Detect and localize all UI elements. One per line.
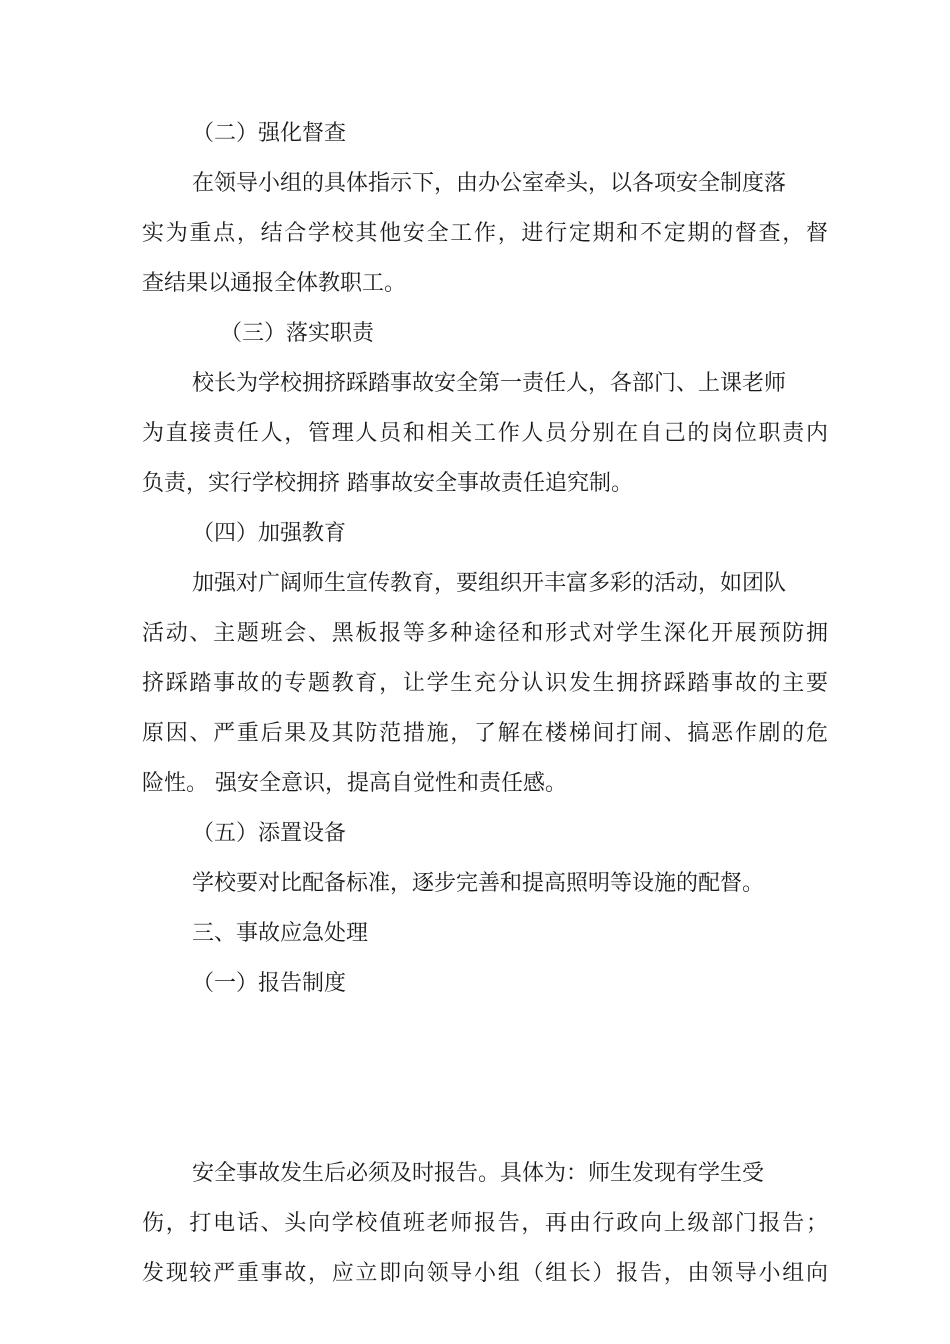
- paragraph-line: 在领导小组的具体指示下，由办公室牵头，以各项安全制度落: [192, 171, 787, 196]
- subheading-strengthen-education: （四）加强教育: [192, 521, 347, 546]
- paragraph-line: 加强对广阔师生宣传教育，要组织开丰富多彩的活动，如团队: [192, 571, 787, 596]
- subheading-implement-duties: （三）落实职责: [220, 321, 375, 346]
- paragraph-line: 发现较严重事故，应立即向领导小组（组长）报告，由领导小组向: [142, 1261, 828, 1286]
- paragraph-line: 为直接责任人，管理人员和相关工作人员分别在自己的岗位职责内: [142, 421, 828, 446]
- paragraph-line: 险性。 强安全意识，提高自觉性和责任感。: [142, 771, 567, 796]
- paragraph-line: 挤踩踏事故的专题教育，让学生充分认识发生拥挤踩踏事故的主要: [142, 671, 828, 696]
- paragraph-line: 查结果以通报全体教职工。: [142, 271, 407, 296]
- subheading-strengthen-supervision: （二）强化督查: [192, 121, 347, 146]
- paragraph-line: 学校要对比配备标准，逐步完善和提高照明等设施的配督。: [192, 871, 765, 896]
- subheading-reporting-system: （一）报告制度: [192, 971, 347, 996]
- paragraph-line: 伤，打电话、头向学校值班老师报告，再由行政向上级部门报告；: [142, 1211, 828, 1236]
- paragraph-line: 校长为学校拥挤踩踏事故安全第一责任人，各部门、上课老师: [192, 371, 787, 396]
- paragraph-line: 安全事故发生后必须及时报告。具体为：师生发现有学生受: [192, 1161, 765, 1186]
- paragraph-line: 原因、严重后果及其防范措施，了解在楼梯间打闹、搞恶作剧的危: [142, 721, 828, 746]
- paragraph-line: 实为重点，结合学校其他安全工作，进行定期和不定期的督查，督: [142, 221, 828, 246]
- subheading-add-equipment: （五）添置设备: [192, 821, 347, 846]
- paragraph-line: 负责，实行学校拥挤 踏事故安全事故责任追究制。: [142, 471, 633, 496]
- paragraph-line: 活动、主题班会、黑板报等多种途径和形式对学生深化开展预防拥: [142, 621, 828, 646]
- section-heading-emergency-handling: 三、事故应急处理: [192, 921, 369, 946]
